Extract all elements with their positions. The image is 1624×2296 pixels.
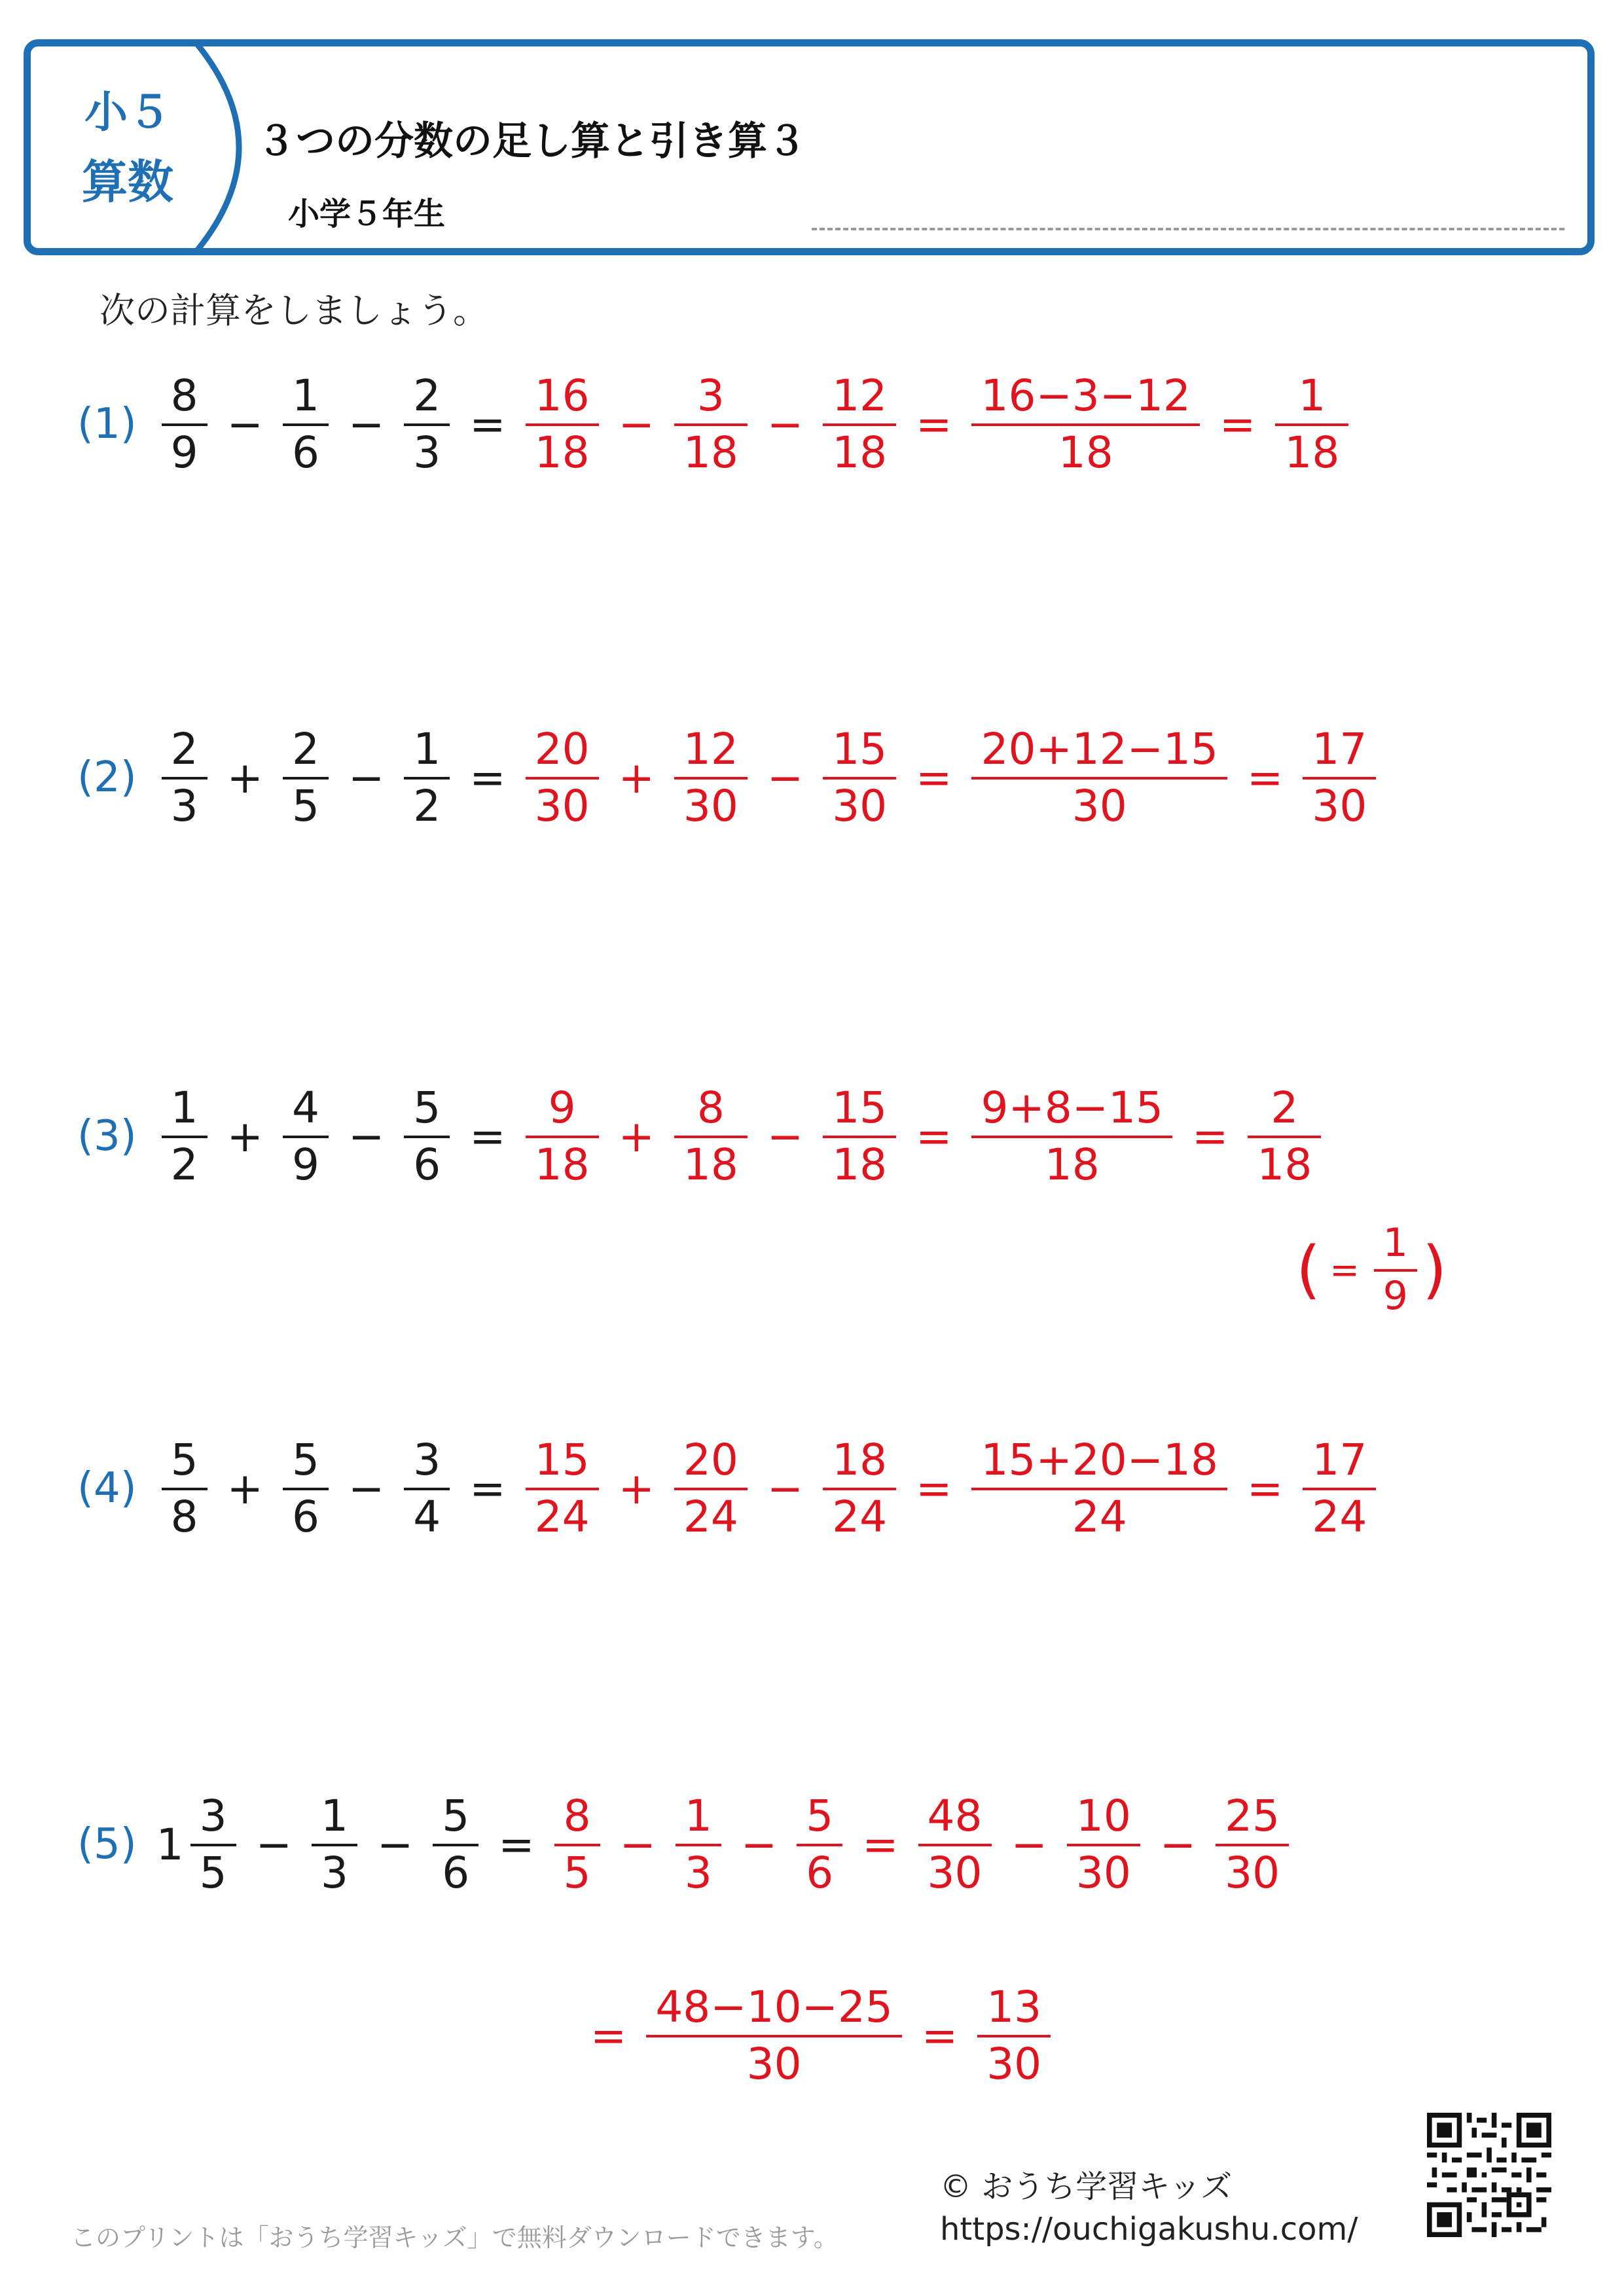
close-paren: ) [1422,1233,1447,1306]
problem-label: (4) [77,1464,137,1513]
fraction: $\frac{2}{3}$ [162,726,208,829]
answer-fraction: $\frac{3}{18}$ [674,373,748,476]
simplified-fraction: $\frac{1}{9}$ [1374,1223,1417,1317]
operator: − [348,399,385,450]
equals-sign: = [916,1111,952,1162]
fraction: $\frac{1}{3}$ [312,1793,357,1896]
operator: + [226,1111,263,1162]
operator: + [618,1111,655,1162]
equals-sign: = [469,752,506,803]
operator: − [767,752,804,803]
fraction: $\frac{2}{5}$ [283,726,329,829]
operator: − [619,1819,656,1870]
operator: − [767,399,804,450]
answer-fraction: $\frac{1}{3}$ [676,1793,721,1896]
combined-fraction: $\frac{9+8-15}{18}$ [971,1085,1172,1188]
fraction: $\frac{5}{8}$ [162,1437,208,1540]
operator: − [767,1111,804,1162]
answer-fraction: $\frac{16}{18}$ [526,373,599,476]
equals-sign: = [1247,1463,1284,1514]
problem-5-continued [576,1982,1056,2090]
answer-fraction: $\frac{48}{30}$ [918,1793,992,1896]
operator: + [618,1463,655,1514]
problem-1 [77,370,1354,478]
grade-label: 小５ [84,87,171,137]
equals-sign: = [1247,752,1284,803]
problem-label: (5) [77,1820,137,1869]
worksheet-subtitle: 小学５年生 [288,196,446,232]
answer-fraction: $\frac{12}{18}$ [823,373,896,476]
fraction: $\frac{5}{6}$ [283,1437,329,1540]
site-url[interactable]: https://ouchigakushu.com/ [940,2211,1358,2248]
fraction: $\frac{2}{3}$ [404,373,450,476]
fraction: $\frac{8}{9}$ [162,373,208,476]
problem-5 [77,1791,1294,1899]
download-note: このプリントは「おうち学習キッズ」で無料ダウンロードできます。 [71,2223,839,2252]
problem-label: (3) [77,1112,137,1161]
equals-sign: = [916,399,952,450]
answer-fraction: $\frac{15}{24}$ [526,1437,599,1540]
operator: − [1011,1819,1047,1870]
answer-fraction: $\frac{8}{5}$ [554,1793,600,1896]
equals-sign: = [469,1463,506,1514]
equals-sign: = [916,752,952,803]
answer-fraction: $\frac{10}{30}$ [1067,1793,1140,1896]
open-paren: ( [1296,1233,1321,1306]
answer-fraction: $\frac{15}{30}$ [823,726,896,829]
fraction: $\frac{3}{5}$ [190,1793,236,1896]
problem-label: (1) [77,400,137,449]
result-fraction: $\frac{17}{24}$ [1303,1437,1376,1540]
combined-fraction: $\frac{15+20-18}{24}$ [971,1437,1227,1540]
operator: + [226,1463,263,1514]
equals-sign: = [469,1111,506,1162]
fraction: $\frac{1}{6}$ [283,373,329,476]
answer-fraction: $\frac{9}{18}$ [526,1085,599,1188]
operator: − [618,399,655,450]
equals-sign: = [498,1819,535,1870]
result-fraction: $\frac{13}{30}$ [977,1984,1051,2087]
result-fraction: $\frac{17}{30}$ [1303,726,1376,829]
equals-sign: = [862,1819,899,1870]
fraction: $\frac{5}{6}$ [404,1085,450,1188]
answer-fraction: $\frac{15}{18}$ [823,1085,896,1188]
header-divider [0,0,1624,275]
fraction: $\frac{1}{2}$ [404,726,450,829]
operator: − [740,1819,778,1870]
operator: − [348,752,385,803]
problem-2 [77,724,1381,832]
problem-4 [77,1435,1381,1543]
worksheet-title: ３つの分数の足し算と引き算３ [257,118,806,164]
equals-sign: = [1329,1249,1360,1291]
operator: − [1159,1819,1197,1870]
equals-sign: = [1192,1111,1229,1162]
equals-sign: = [469,399,506,450]
operator: − [348,1111,385,1162]
answer-fraction: $\frac{20}{24}$ [674,1437,748,1540]
whole-number: 1 [156,1819,184,1870]
answer-fraction: $\frac{20}{30}$ [526,726,599,829]
operator: + [618,752,655,803]
problem-label: (2) [77,753,137,802]
equals-sign: = [590,2010,627,2061]
operator: − [348,1463,385,1514]
equals-sign: = [916,1463,952,1514]
result-fraction: $\frac{2}{18}$ [1248,1085,1321,1188]
fraction: $\frac{4}{9}$ [283,1085,329,1188]
operator: − [376,1819,414,1870]
answer-fraction: $\frac{25}{30}$ [1216,1793,1289,1896]
copyright: © おうち学習キッズ [940,2168,1233,2205]
instruction: 次の計算をしましょう。 [99,290,488,331]
answer-fraction: $\frac{18}{24}$ [823,1437,896,1540]
combined-fraction: $\frac{20+12-15}{30}$ [971,726,1227,829]
answer-fraction: $\frac{12}{30}$ [674,726,748,829]
combined-fraction: $\frac{16-3-12}{18}$ [971,373,1200,476]
answer-fraction: $\frac{8}{18}$ [674,1085,748,1188]
answer-fraction: $\frac{5}{6}$ [797,1793,842,1896]
result-fraction: $\frac{1}{18}$ [1275,373,1348,476]
fraction: $\frac{5}{6}$ [433,1793,478,1896]
combined-fraction: $\frac{48-10-25}{30}$ [646,1984,902,2087]
fraction: $\frac{1}{2}$ [162,1085,208,1188]
operator: − [767,1463,804,1514]
fraction: $\frac{3}{4}$ [404,1437,450,1540]
name-write-line [812,228,1564,230]
subject-label: 算数 [82,155,173,209]
simplified-note [1296,1220,1447,1319]
problem-3 [77,1083,1326,1191]
operator: − [226,399,263,450]
equals-sign: = [1219,399,1256,450]
equals-sign: = [921,2010,958,2061]
qr-code-icon [1427,2113,1551,2237]
operator: + [226,752,263,803]
operator: − [255,1819,292,1870]
